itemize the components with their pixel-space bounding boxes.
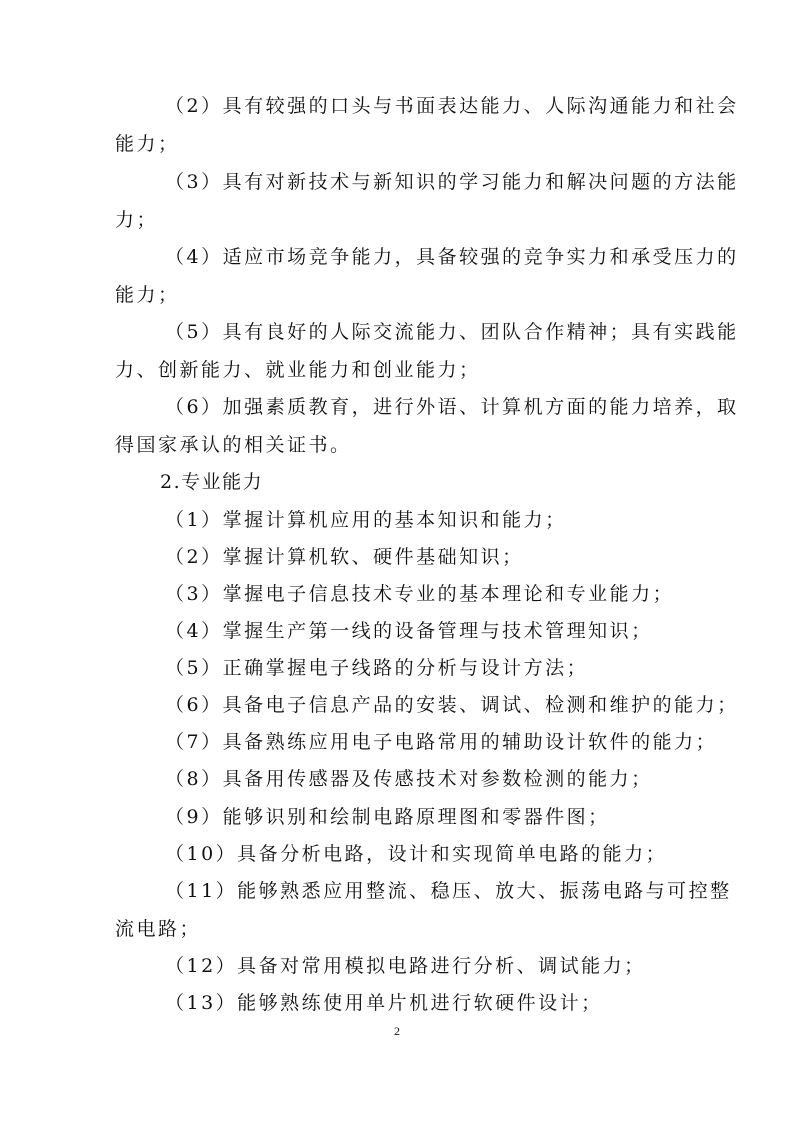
section-heading: 2.专业能力 <box>160 471 264 493</box>
item-general-2-cont: 能力； <box>115 133 180 155</box>
item-general-4-cont: 能力； <box>115 284 180 306</box>
item-pro-3: （3）掌握电子信息技术专业的基本理论和专业能力； <box>165 583 675 605</box>
item-general-3-cont: 力； <box>115 209 159 231</box>
item-pro-9: （9）能够识别和绘制电路原理图和零器件图； <box>165 806 610 828</box>
item-general-6-cont: 得国家承认的相关证书。 <box>115 434 352 456</box>
item-pro-6: （6）具备电子信息产品的安装、调试、检测和维护的能力； <box>165 694 739 716</box>
item-pro-5: （5）正确掌握电子线路的分析与设计方法； <box>165 657 589 679</box>
item-pro-11: （11）能够熟悉应用整流、稳压、放大、振荡电路与可控整 <box>165 880 732 902</box>
page-number: 2 <box>394 1024 400 1038</box>
item-general-3: （3）具有对新技术与新知识的学习能力和解决问题的方法能 <box>165 171 739 193</box>
item-pro-11-cont: 流电路； <box>115 918 202 940</box>
item-pro-4: （4）掌握生产第一线的设备管理与技术管理知识； <box>165 620 653 642</box>
item-pro-10: （10）具备分析电路，设计和实现简单电路的能力； <box>165 843 668 865</box>
item-general-5: （5）具有良好的人际交流能力、团队合作精神；具有实践能 <box>165 321 739 343</box>
item-general-4: （4）适应市场竞争能力，具备较强的竞争实力和承受压力的 <box>165 246 739 268</box>
item-pro-13: （13）能够熟练使用单片机进行软硬件设计； <box>165 992 603 1014</box>
item-general-6: （6）加强素质教育，进行外语、计算机方面的能力培养，取 <box>165 396 739 418</box>
item-pro-1: （1）掌握计算机应用的基本知识和能力； <box>165 509 567 531</box>
item-pro-12: （12）具备对常用模拟电路进行分析、调试能力； <box>165 955 646 977</box>
item-general-2: （2）具有较强的口头与书面表达能力、人际沟通能力和社会 <box>165 95 739 117</box>
item-pro-2: （2）掌握计算机软、硬件基础知识； <box>165 546 524 568</box>
item-pro-7: （7）具备熟练应用电子电路常用的辅助设计软件的能力； <box>165 731 718 753</box>
item-pro-8: （8）具备用传感器及传感技术对参数检测的能力； <box>165 768 653 790</box>
item-general-5-cont: 力、创新能力、就业能力和创业能力； <box>115 359 481 381</box>
